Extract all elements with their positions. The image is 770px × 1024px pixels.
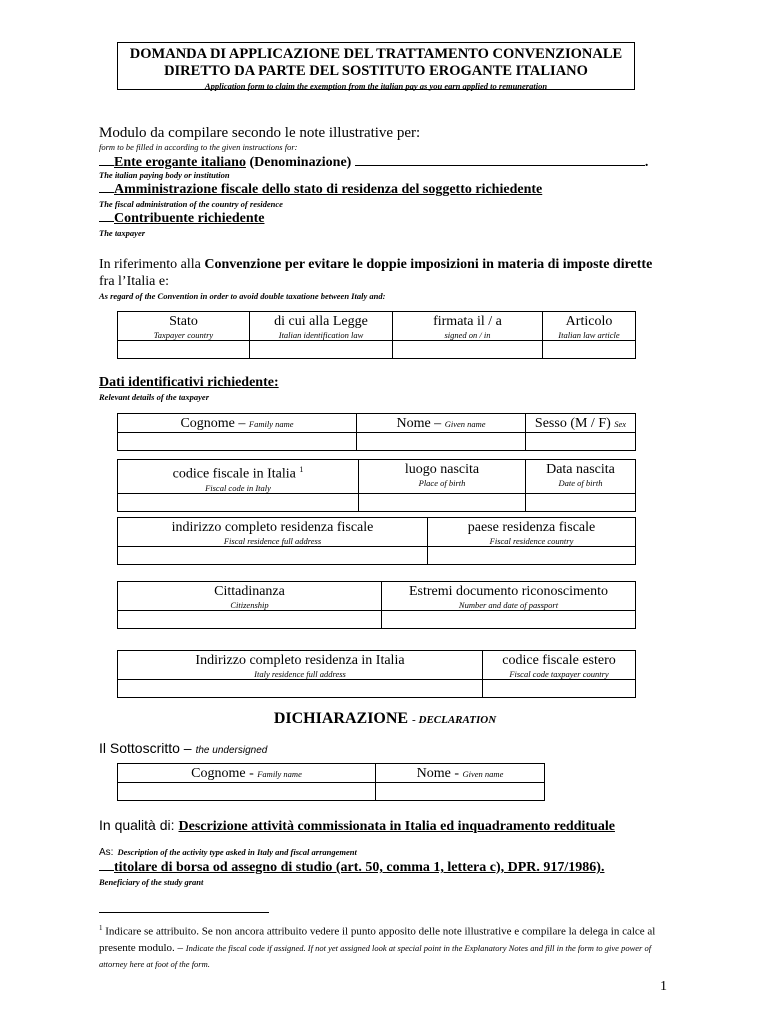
- intro-text: Modulo da compilare secondo le note illustrative per:: [99, 125, 421, 141]
- applicant-heading: Dati identificativi richiedente:: [99, 375, 279, 390]
- col-sesso: Sesso (M / F) Sex: [526, 414, 636, 433]
- col-documento: Estremi documento riconoscimento Number and date of passport: [382, 582, 636, 611]
- footnote-separator: [99, 912, 269, 913]
- applicant-table-name: [117, 413, 636, 451]
- declaration-title-en: - DECLARATION: [412, 714, 497, 726]
- grant-label: titolare di borsa od assegno di studio (art. 50, comma 1, lettera c), DPR. 917/1986).: [114, 860, 605, 875]
- col-luogo-nascita: luogo nascita Place of birth: [359, 460, 526, 494]
- col-nome: Nome – Given name: [357, 414, 526, 433]
- declaration-title: DICHIARAZIONE: [273, 710, 409, 727]
- quality-bold: Descrizione attività commissionata in Italia ed inquadramento reddituale: [178, 819, 615, 834]
- title-line-2: DIRETTO DA PARTE DEL SOSTITUTO EROGANTE ITALIANO: [164, 63, 588, 79]
- legge-field[interactable]: [250, 341, 393, 359]
- col-indirizzo-italia: Indirizzo completo residenza in Italia Italy residence full address: [118, 651, 483, 680]
- option-ente-erogante[interactable]: [99, 153, 659, 171]
- grant-translation: Beneficiary of the study grant: [99, 877, 204, 887]
- footnote-ref: 1: [299, 465, 304, 474]
- col-articolo: Articolo Italian law article: [543, 312, 636, 341]
- decl-nome-field[interactable]: [376, 783, 545, 801]
- data-nascita-field[interactable]: [526, 493, 636, 511]
- col-decl-cognome: Cognome - Family name: [118, 764, 376, 783]
- declaration-table: [117, 763, 545, 801]
- applicant-table-italy: [117, 650, 636, 698]
- decl-cognome-field[interactable]: [118, 783, 376, 801]
- cognome-field[interactable]: [118, 433, 357, 451]
- quality-line: [99, 817, 615, 835]
- codice-fiscale-field[interactable]: [118, 493, 359, 511]
- option-contribuente-label: Contribuente richiedente: [114, 211, 265, 226]
- convention-bold: Convenzione per evitare le doppie imposizioni in materia di imposte dirette: [204, 257, 653, 272]
- option-contribuente[interactable]: [99, 211, 264, 227]
- as-prefix: As:: [99, 847, 114, 858]
- option-contribuente-translation: The taxpayer: [99, 228, 146, 238]
- col-codice-estero: codice fiscale estero Fiscal code taxpayer country: [483, 651, 636, 680]
- nome-field[interactable]: [357, 433, 526, 451]
- col-stato: Stato Taxpayer country: [118, 312, 250, 341]
- title-line-1: DOMANDA DI APPLICAZIONE DEL TRATTAMENTO CONVENZIONALE: [129, 46, 623, 62]
- applicant-table-residence: [117, 517, 636, 565]
- col-codice-fiscale: codice fiscale in Italia $^1$ Fiscal code in Italy: [118, 460, 359, 494]
- documento-field[interactable]: [382, 611, 636, 629]
- cittadinanza-field[interactable]: [118, 611, 382, 629]
- intro-translation: form to be filled in according to the given instructions for:: [99, 142, 298, 152]
- footnote-text: Indicare se attribuito. Se non ancora attribuito vedere il punto apposito delle note illustrative e compilare la delega in calce al presente modulo. –: [99, 925, 656, 954]
- articolo-field[interactable]: [543, 341, 636, 359]
- title-box: [117, 42, 635, 90]
- indirizzo-fiscale-field[interactable]: [118, 547, 428, 565]
- option-ente-label: Ente erogante italiano: [114, 155, 246, 170]
- col-indirizzo-fiscale: indirizzo completo residenza fiscale Fiscal residence full address: [118, 518, 428, 547]
- col-decl-nome: Nome - Given name: [376, 764, 545, 783]
- as-line: [99, 842, 357, 860]
- page-number: 1: [660, 979, 667, 994]
- denominazione-field[interactable]: [355, 153, 645, 166]
- option-ente-extra: (Denominazione): [249, 155, 352, 170]
- paese-fiscale-field[interactable]: [428, 547, 636, 565]
- convention-translation: As regard of the Convention in order to avoid double taxatione between Italy and:: [99, 291, 386, 301]
- grant-option[interactable]: [99, 860, 604, 876]
- quality-prefix: In qualità di:: [99, 817, 175, 833]
- col-cognome: Cognome – Family name: [118, 414, 357, 433]
- title-subtitle: Application form to claim the exemption from the italian pay as you earn applied to remuneration: [204, 81, 548, 91]
- col-firmata: firmata il / a signed on / in: [393, 312, 543, 341]
- applicant-table-citizenship: [117, 581, 636, 629]
- firmata-field[interactable]: [393, 341, 543, 359]
- convention-paragraph: [99, 256, 689, 290]
- undersigned-en: the undersigned: [195, 745, 268, 756]
- declaration-heading: [0, 710, 770, 728]
- option-amministrazione[interactable]: [99, 182, 542, 198]
- undersigned-line: [99, 740, 267, 758]
- applicant-translation: Relevant details of the taxpayer: [99, 392, 210, 402]
- footnote: [99, 920, 679, 972]
- option-amministrazione-label: Amministrazione fiscale dello stato di residenza del soggetto richiedente: [114, 182, 543, 197]
- col-data-nascita: Data nascita Date of birth: [526, 460, 636, 494]
- footnote-translation: Indicate the fiscal code if assigned. If not yet assigned look at special point in the Explanatory Notes and fill in the form to give power of attorney here at foot of the form.: [99, 942, 652, 969]
- indirizzo-italia-field[interactable]: [118, 680, 483, 698]
- sesso-field[interactable]: [526, 433, 636, 451]
- option-amministrazione-translation: The fiscal administration of the country of residence: [99, 199, 283, 209]
- codice-estero-field[interactable]: [483, 680, 636, 698]
- footnote-mark: 1: [99, 924, 103, 932]
- as-text: Description of the activity type asked in Italy and fiscal arrangement: [117, 847, 357, 857]
- col-legge: di cui alla Legge Italian identification law: [250, 312, 393, 341]
- option-ente-end: .: [644, 155, 649, 170]
- stato-field[interactable]: [118, 341, 250, 359]
- luogo-nascita-field[interactable]: [359, 493, 526, 511]
- col-paese-fiscale: paese residenza fiscale Fiscal residence country: [428, 518, 636, 547]
- option-ente-translation: The italian paying body or institution: [99, 170, 230, 180]
- convention-table: [117, 311, 636, 359]
- convention-line2: fra l’Italia e:: [99, 274, 169, 289]
- undersigned-label: Il Sottoscritto –: [99, 740, 192, 756]
- applicant-table-fiscal: [117, 459, 636, 512]
- col-cittadinanza: Cittadinanza Citizenship: [118, 582, 382, 611]
- convention-prefix: In riferimento alla: [99, 257, 201, 272]
